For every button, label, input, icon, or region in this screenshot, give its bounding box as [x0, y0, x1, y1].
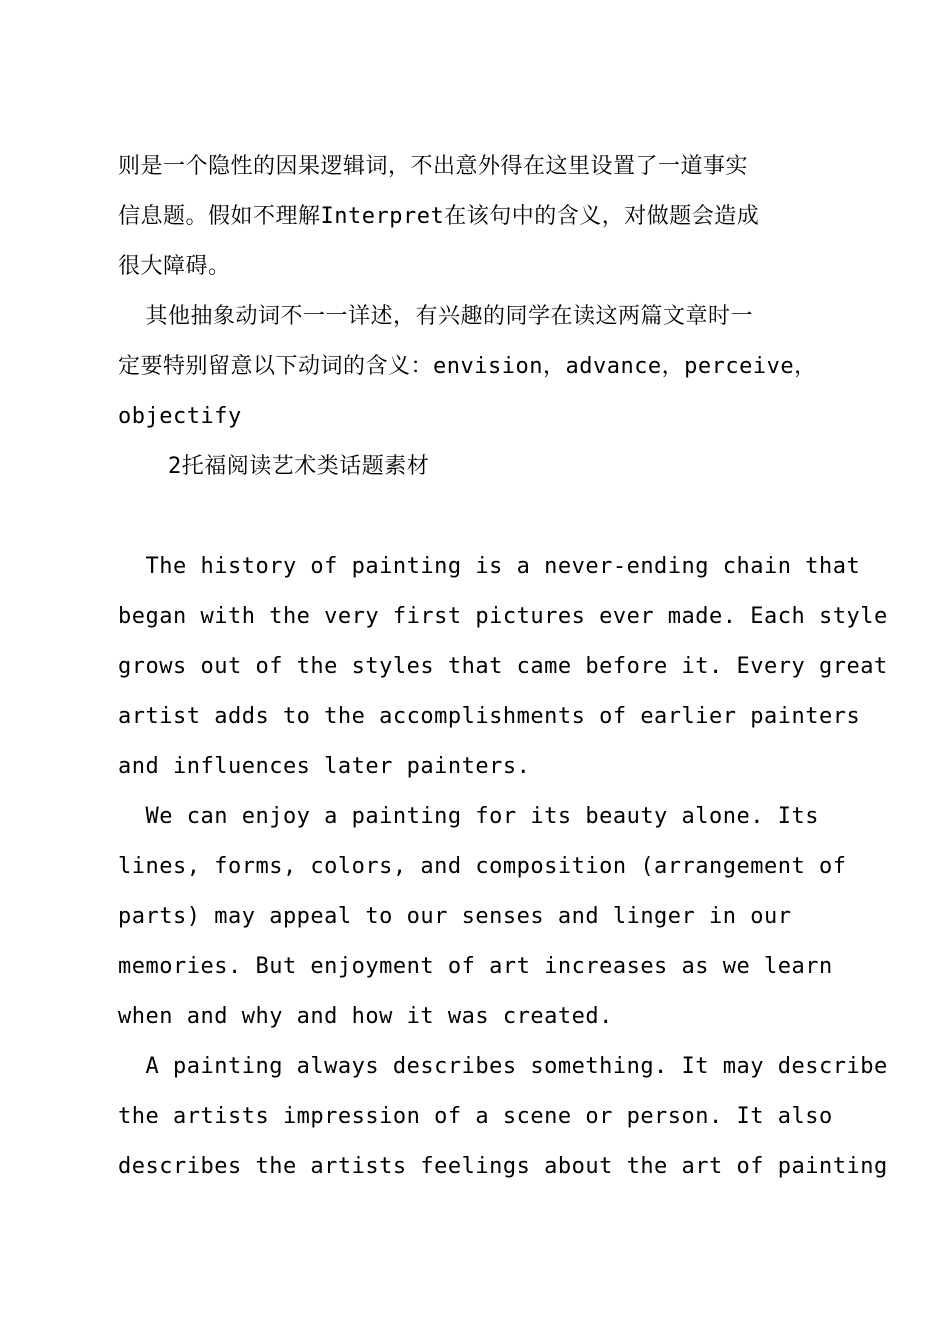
- paragraph-4-line-2: lines, forms, colors, and composition (arrangement of: [118, 854, 847, 879]
- section-heading: 2托福阅读艺术类话题素材: [168, 454, 430, 479]
- paragraph-3-line-2: began with the very first pictures ever made. Each style: [118, 604, 888, 629]
- paragraph-1-line-1: 则是一个隐性的因果逻辑词，不出意外得在这里设置了一道事实: [118, 154, 749, 179]
- paragraph-2-line-3: objectify: [118, 404, 242, 429]
- paragraph-5-line-3: describes the artists feelings about the art of painting: [118, 1154, 888, 1179]
- paragraph-4-line-4: memories. But enjoyment of art increases as we learn: [118, 954, 833, 979]
- paragraph-3-line-4: artist adds to the accomplishments of earlier painters: [118, 704, 861, 729]
- paragraph-3-line-1: The history of painting is a never-ending chain that: [118, 554, 861, 579]
- paragraph-5-line-1: A painting always describes something. It may describe: [118, 1054, 888, 1079]
- paragraph-2-line-1: 其他抽象动词不一一详述，有兴趣的同学在读这两篇文章时一: [118, 304, 753, 329]
- paragraph-4-line-3: parts) may appeal to our senses and linger in our: [118, 904, 792, 929]
- paragraph-1-line-3: 很大障碍。: [118, 254, 231, 279]
- paragraph-2-line-2: 定要特别留意以下动词的含义：envision，advance，perceive，: [118, 354, 817, 379]
- paragraph-4-line-5: when and why and how it was created.: [118, 1004, 613, 1029]
- paragraph-3-line-5: and influences later painters.: [118, 754, 531, 779]
- paragraph-5-line-2: the artists impression of a scene or person. It also: [118, 1104, 833, 1129]
- paragraph-4-line-1: We can enjoy a painting for its beauty alone. Its: [118, 804, 820, 829]
- paragraph-3-line-3: grows out of the styles that came before it. Every great: [118, 654, 888, 679]
- paragraph-1-line-2: 信息题。假如不理解Interpret在该句中的含义，对做题会造成: [118, 204, 760, 229]
